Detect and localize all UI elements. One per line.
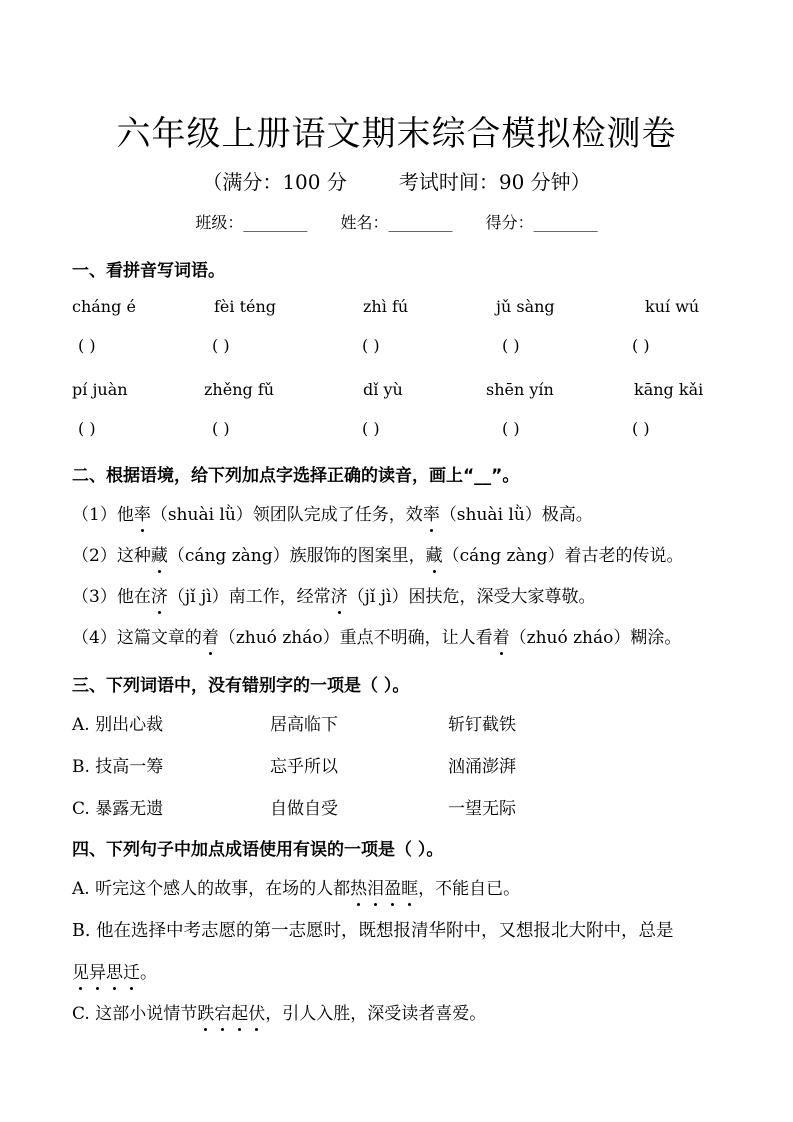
option-b[interactable]: B. 技高一筹 [72,757,164,777]
pinyin-item: shēn yín [486,380,554,399]
question-2-2: （2）这种藏（cáng zàng）族服饰的图案里，藏（cáng zàng）着古老的传说。 [72,541,683,566]
pinyin-item: jǔ sàng [496,297,555,316]
pinyin-item: zhì fú [363,297,409,316]
answer-blank[interactable]: ( ) [78,419,96,438]
pinyin-item: kuí wú [645,297,700,316]
option-4-a[interactable]: A. 听完这个感人的故事，在场的人都热泪盈眶，不能自已。 [72,874,520,899]
answer-blank[interactable]: ( ) [362,419,380,438]
pinyin-item: pí juàn [72,380,128,399]
pinyin-item: kāng kǎi [634,380,704,399]
section-3-heading: 三、下列词语中，没有错别字的一项是（ ）。 [72,676,410,696]
question-2-4: （4）这篇文章的着（zhuó zháo）重点不明确，让人看着（zhuó zháo）糊涂。 [72,623,681,648]
pinyin-item: dǐ yù [363,380,403,399]
option-a-word: 斩钉截铁 [448,715,516,735]
full-score: （满分：100 分 [202,170,347,194]
student-info [0,210,793,233]
name-field[interactable]: 姓名：________ [340,213,453,232]
option-c-word: 自做自受 [270,799,338,819]
pinyin-item: fèi téng [214,297,277,316]
pinyin-item: cháng é [72,297,136,316]
section-2-heading: 二、根据语境，给下列加点字选择正确的读音，画上“__”。 [72,466,520,486]
score-field[interactable]: 得分：________ [485,213,598,232]
answer-blank[interactable]: ( ) [212,419,230,438]
page-title: 六年级上册语文期末综合模拟检测卷 [116,114,677,154]
answer-blank[interactable]: ( ) [632,419,650,438]
option-b-word: 汹涌澎湃 [448,757,516,777]
section-4-heading: 四、下列句子中加点成语使用有误的一项是（ ）。 [72,840,444,860]
option-c[interactable]: C. 暴露无遗 [72,799,164,819]
option-b-word: 忘乎所以 [270,757,338,777]
answer-blank[interactable]: ( ) [632,336,650,355]
option-a-word: 居高临下 [270,715,338,735]
question-2-1: （1）他率（shuài lǜ）领团队完成了任务，效率（shuài lǜ）极高。 [72,500,593,525]
option-4-b[interactable]: B. 他在选择中考志愿的第一志愿时，既想报清华附中，又想报北大附中，总是 [72,921,674,941]
option-4-c[interactable]: C. 这部小说情节跌宕起伏，引人入胜，深受读者喜爱。 [72,999,486,1024]
class-field[interactable]: 班级：________ [195,213,308,232]
option-4-b-continued: 见异思迁。 [72,958,157,983]
pinyin-item: zhěng fǔ [204,380,275,399]
answer-blank[interactable]: ( ) [212,336,230,355]
exam-subtitle [0,166,793,195]
answer-blank[interactable]: ( ) [362,336,380,355]
answer-blank[interactable]: ( ) [78,336,96,355]
question-2-3: （3）他在济（jǐ jì）南工作，经常济（jǐ jì）困扶危，深受大家尊敬。 [72,582,595,607]
option-a[interactable]: A. 别出心裁 [72,715,164,735]
section-1-heading: 一、看拼音写词语。 [72,261,225,281]
option-c-word: 一望无际 [448,799,516,819]
answer-blank[interactable]: ( ) [502,336,520,355]
exam-time: 考试时间：90 分钟） [398,170,591,194]
answer-blank[interactable]: ( ) [502,419,520,438]
